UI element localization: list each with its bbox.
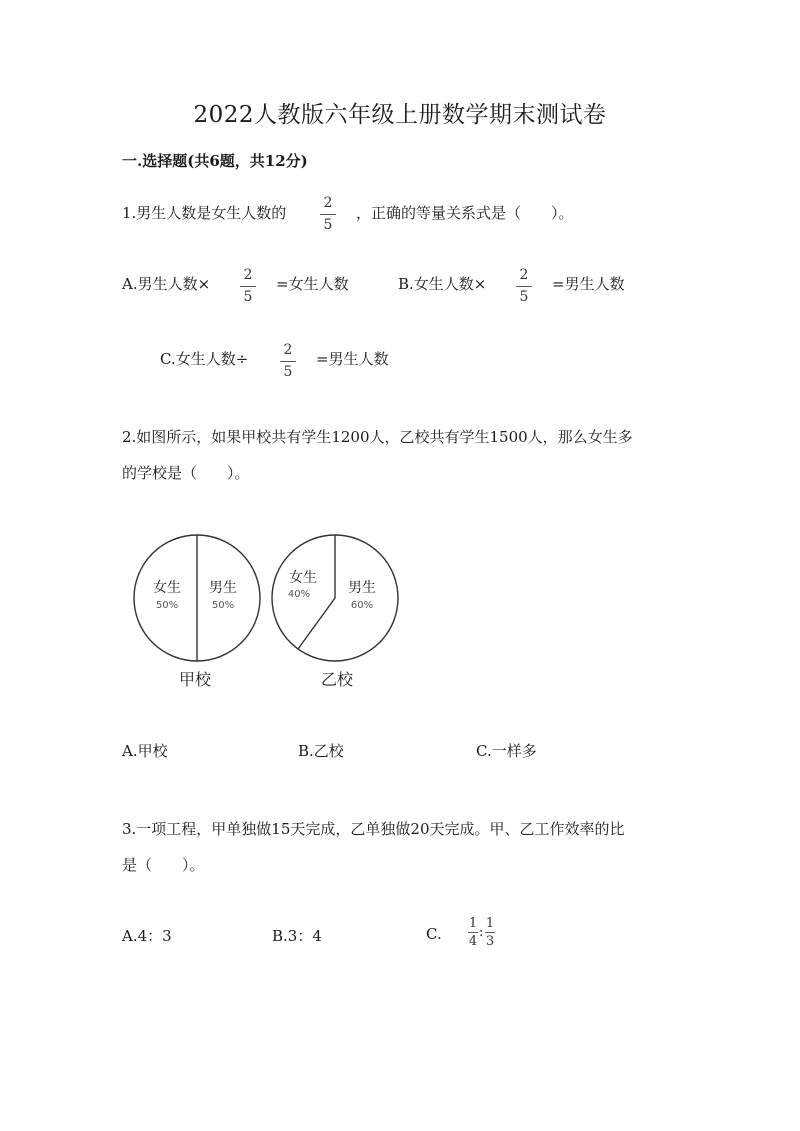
q3-line1: 3.一项工程，甲单独做15天完成，乙单独做20天完成。甲、乙工作效率的比: [122, 820, 625, 838]
pie-yi-female-label: 女生: [289, 570, 317, 586]
q1-option-c-pre: C.女生人数÷: [160, 350, 249, 368]
pie-jia-female-label: 女生: [153, 580, 181, 596]
pie-charts: [125, 520, 425, 700]
q3-option-c-ratio-colon: :: [479, 925, 484, 940]
q2-line2: 的学校是（ ）。: [122, 464, 250, 482]
q1-option-b-fraction: 2 5: [514, 268, 534, 304]
pie-yi: [272, 535, 398, 689]
pie-yi-female-pct: 40%: [287, 589, 311, 600]
q3-line2: 是（ ）。: [122, 856, 205, 874]
pie-jia: [134, 535, 260, 689]
q1-text-before: 1.男生人数是女生人数的: [122, 204, 287, 222]
q1-option-a-post: =女生人数: [276, 275, 349, 293]
q1-fraction: [318, 196, 338, 232]
section-heading: 一.选择题(共6题，共12分): [122, 152, 308, 170]
page-title: 2022人教版六年级上册数学期末测试卷: [193, 102, 607, 128]
pie-jia-male-pct: 50%: [211, 600, 235, 611]
q1-text-after: ，正确的等量关系式是（ ）。: [356, 204, 574, 222]
pie-jia-female-pct: 50%: [155, 600, 179, 611]
q2-option-b: B.乙校: [298, 742, 344, 760]
q3-option-a: A.4：3: [122, 927, 172, 945]
pie-jia-caption: 甲校: [178, 670, 212, 689]
q3-option-b: B.3：4: [272, 927, 322, 945]
q1-option-b-pre: B.女生人数×: [398, 275, 487, 293]
pie-yi-male-label: 男生: [348, 580, 376, 596]
fraction-bar: [320, 214, 336, 215]
q3-option-c-frac1: 1 4: [468, 916, 478, 949]
q1-option-b-post: =男生人数: [552, 275, 625, 293]
q1-option-c-fraction: 2 5: [278, 343, 298, 379]
q2-line1: 2.如图所示，如果甲校共有学生1200人，乙校共有学生1500人，那么女生多: [122, 428, 633, 446]
q2-option-a: A.甲校: [122, 742, 168, 760]
q1-option-a-fraction: 2 5: [238, 268, 258, 304]
pie-yi-caption: 乙校: [320, 670, 354, 689]
q1-option-a-pre: A.男生人数×: [122, 275, 211, 293]
pie-jia-male-label: 男生: [209, 580, 237, 596]
q1-frac-den: 5: [323, 217, 333, 233]
pie-yi-male-pct: 60%: [350, 600, 374, 611]
q3-option-c-frac2: 1 3: [485, 916, 495, 949]
q2-option-c: C.一样多: [476, 742, 537, 760]
q1-frac-num: 2: [323, 195, 333, 211]
q3-option-c-label: C.: [426, 925, 442, 943]
q1-option-c-post: =男生人数: [316, 350, 389, 368]
